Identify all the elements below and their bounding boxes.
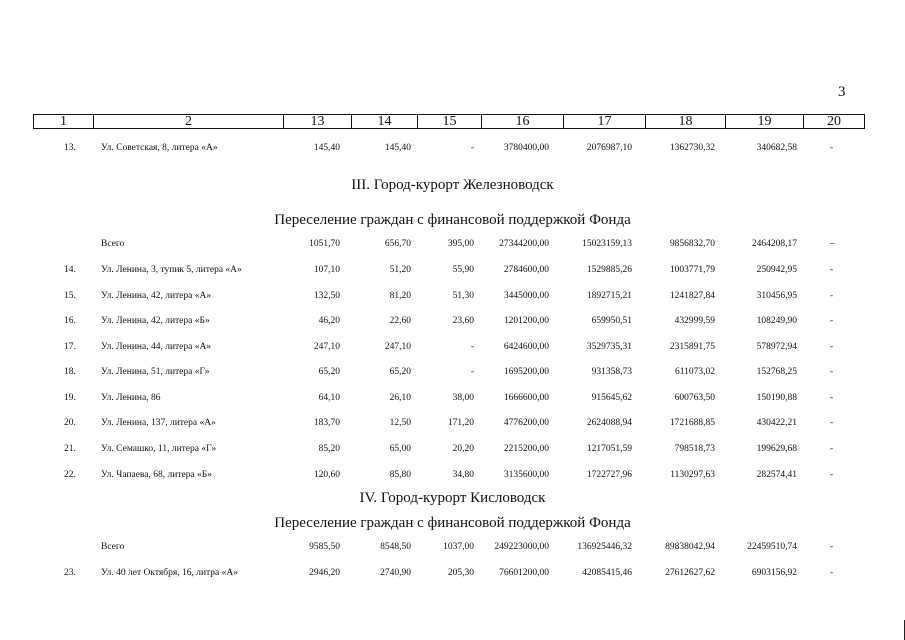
- table-row: [0, 316, 905, 330]
- cell-col-18: 2315891,75: [669, 342, 715, 352]
- cell-col-15: 34,80: [452, 470, 474, 480]
- cell-col-14: 22,60: [389, 316, 411, 326]
- cell-col-15: 1037,00: [443, 542, 474, 552]
- cell-col-17: 136925446,32: [577, 542, 632, 552]
- cell-col-16: 2215200,00: [503, 444, 549, 454]
- cell-col-18: 1130297,63: [670, 470, 715, 480]
- row-number: 21.: [64, 444, 76, 454]
- row-address: Всего: [101, 542, 125, 552]
- cell-col-18: 89838042,94: [665, 542, 715, 552]
- cell-col-14: 26,10: [389, 393, 411, 403]
- cell-col-17: 1722727,96: [586, 470, 632, 480]
- cell-col-19: 152768,25: [756, 367, 797, 377]
- cell-col-15: 205,30: [447, 568, 474, 578]
- cell-col-19: 430422,21: [756, 418, 797, 428]
- row-address: Всего: [101, 239, 125, 249]
- row-number: 16.: [64, 316, 76, 326]
- page-number: 3: [838, 84, 846, 100]
- cell-col-13: 145,40: [313, 143, 340, 153]
- cell-col-19: 108249,90: [756, 316, 797, 326]
- cell-col-19: 282574,41: [756, 470, 797, 480]
- row-number: 13.: [64, 143, 76, 153]
- cell-col-20: -: [830, 342, 834, 352]
- cell-col-17: 915645,62: [591, 393, 632, 403]
- cell-col-16: 3445000,00: [503, 291, 549, 301]
- cell-col-13: 46,20: [318, 316, 340, 326]
- cell-col-20: -: [830, 568, 834, 578]
- cell-col-14: 145,40: [384, 143, 411, 153]
- cell-col-16: 249223000,00: [494, 542, 549, 552]
- cell-col-14: 65,20: [389, 367, 411, 377]
- header-col-17: 17: [564, 115, 646, 128]
- section-heading-program: Переселение граждан с финансовой поддержкой Фонда: [274, 212, 631, 228]
- table-header: [33, 114, 865, 129]
- header-col-2: 2: [94, 115, 284, 128]
- table-row: [0, 418, 905, 432]
- header-col-1: 1: [34, 115, 94, 128]
- row-address: Ул. Советская, 8, литера «А»: [101, 143, 218, 153]
- row-address: Ул. Семашко, 11, литера «Г»: [101, 444, 217, 454]
- cell-col-16: 3780400,00: [503, 143, 549, 153]
- cell-col-13: 183,70: [313, 418, 340, 428]
- cell-col-15: -: [470, 143, 474, 153]
- cell-col-16: 4776200,00: [503, 418, 549, 428]
- cell-col-20: -: [830, 470, 834, 480]
- cell-col-14: 656,70: [384, 239, 411, 249]
- cell-col-18: 600763,50: [674, 393, 715, 403]
- cell-col-17: 2076987,10: [586, 143, 632, 153]
- cell-col-19: 310456,95: [756, 291, 797, 301]
- cell-col-20: -: [830, 291, 834, 301]
- total-row: [0, 542, 905, 556]
- cell-col-19: 340682,58: [756, 143, 797, 153]
- cell-col-16: 2784600,00: [503, 265, 549, 275]
- cell-col-19: 150190,88: [756, 393, 797, 403]
- cell-col-13: 107,10: [313, 265, 340, 275]
- cell-col-18: 1362730,32: [669, 143, 715, 153]
- cell-col-18: 432999,59: [674, 316, 715, 326]
- cell-col-17: 1529885,26: [586, 265, 632, 275]
- cell-col-13: 120,60: [313, 470, 340, 480]
- cell-col-16: 1666600,00: [503, 393, 549, 403]
- cell-col-16: 27344200,00: [499, 239, 549, 249]
- cell-col-20: -: [830, 418, 834, 428]
- cell-col-17: 2624088,94: [586, 418, 632, 428]
- cell-col-17: 3529735,31: [586, 342, 632, 352]
- cell-col-14: 2740,90: [380, 568, 411, 578]
- cell-col-18: 9856832,70: [669, 239, 715, 249]
- header-col-15: 15: [418, 115, 482, 128]
- cell-col-17: 42085415,46: [582, 568, 632, 578]
- cell-col-15: 23,60: [452, 316, 474, 326]
- cell-col-18: 1721688,85: [669, 418, 715, 428]
- cell-col-20: -: [830, 316, 834, 326]
- header-col-16: 16: [482, 115, 564, 128]
- cell-col-14: 81,20: [389, 291, 411, 301]
- cell-col-13: 1051,70: [309, 239, 340, 249]
- table-row: [0, 265, 905, 279]
- cell-col-14: 85,80: [389, 470, 411, 480]
- cell-col-15: -: [470, 367, 474, 377]
- cell-col-19: 2464208,17: [751, 239, 797, 249]
- table-row: [0, 444, 905, 458]
- cell-col-13: 9585,50: [309, 542, 340, 552]
- row-address: Ул. Ленина, 51, литера «Г»: [101, 367, 210, 377]
- cell-col-13: 85,20: [318, 444, 340, 454]
- total-row: [0, 239, 905, 253]
- cell-col-18: 1241827,84: [669, 291, 715, 301]
- row-number: 20.: [64, 418, 76, 428]
- cell-col-13: 2946,20: [309, 568, 340, 578]
- cell-col-14: 65,00: [389, 444, 411, 454]
- cell-col-17: 1892715,21: [586, 291, 632, 301]
- cell-col-14: 8548,50: [380, 542, 411, 552]
- section-heading-city: III. Город-курорт Железноводск: [351, 177, 554, 193]
- cell-col-17: 931358,73: [591, 367, 632, 377]
- cell-col-19: 6903156,92: [751, 568, 797, 578]
- cell-col-15: 38,00: [452, 393, 474, 403]
- row-address: Ул. 40 лет Октября, 16, литра «А»: [101, 568, 238, 578]
- cell-col-13: 64,10: [318, 393, 340, 403]
- cell-col-14: 247,10: [384, 342, 411, 352]
- row-number: 17.: [64, 342, 76, 352]
- cell-col-18: 27612627,62: [665, 568, 715, 578]
- cell-col-17: 659950,51: [591, 316, 632, 326]
- row-number: 23.: [64, 568, 76, 578]
- row-address: Ул. Чапаева, 68, литера «Б»: [101, 470, 212, 480]
- cell-col-15: 20,20: [452, 444, 474, 454]
- table-row: [0, 393, 905, 407]
- cell-col-19: 199629,68: [756, 444, 797, 454]
- row-address: Ул. Ленина, 42, литера «А»: [101, 291, 212, 301]
- table-row: [0, 143, 905, 157]
- table-row: [0, 342, 905, 356]
- cell-col-17: 15023159,13: [582, 239, 632, 249]
- cell-col-20: -: [830, 143, 834, 153]
- cell-col-14: 12,50: [389, 418, 411, 428]
- cell-col-16: 76601200,00: [499, 568, 549, 578]
- table-row: [0, 470, 905, 484]
- cell-col-19: 578972,94: [756, 342, 797, 352]
- cell-col-18: 1003771,79: [669, 265, 715, 275]
- cell-col-15: 51,30: [452, 291, 474, 301]
- cell-col-15: -: [470, 342, 474, 352]
- section-heading-program: Переселение граждан с финансовой поддержкой Фонда: [274, 515, 631, 531]
- cell-col-16: 1201200,00: [503, 316, 549, 326]
- table-row: [0, 291, 905, 305]
- header-col-20: 20: [827, 114, 841, 129]
- row-address: Ул. Ленина, 137, литера «А»: [101, 418, 216, 428]
- cell-col-16: 6424600,00: [503, 342, 549, 352]
- row-number: 18.: [64, 367, 76, 377]
- header-col-14: 14: [352, 115, 418, 128]
- row-number: 14.: [64, 265, 76, 275]
- cell-col-13: 132,50: [313, 291, 340, 301]
- cell-col-15: 171,20: [447, 418, 474, 428]
- cell-col-15: 395,00: [447, 239, 474, 249]
- cell-col-16: 1695200,00: [503, 367, 549, 377]
- cell-col-20: -: [830, 393, 834, 403]
- cell-col-20: -: [830, 542, 834, 552]
- cell-col-18: 611073,02: [674, 367, 715, 377]
- cell-col-18: 798518,73: [674, 444, 715, 454]
- cell-col-20: -: [830, 367, 834, 377]
- row-number: 19.: [64, 393, 76, 403]
- cell-col-19: 22459510,74: [747, 542, 797, 552]
- cell-col-17: 1217051,59: [586, 444, 632, 454]
- cell-col-15: 55,90: [452, 265, 474, 275]
- cell-col-20: -: [830, 444, 834, 454]
- row-number: 15.: [64, 291, 76, 301]
- cell-col-19: 250942,95: [756, 265, 797, 275]
- cell-col-16: 3135600,00: [503, 470, 549, 480]
- table-row: [0, 568, 905, 582]
- row-address: Ул. Ленина, 42, литера «Б»: [101, 316, 210, 326]
- cell-col-20: –: [830, 239, 835, 249]
- cell-col-14: 51,20: [389, 265, 411, 275]
- row-address: Ул. Ленина, 44, литера «А»: [101, 342, 212, 352]
- row-address: Ул. Ленина, 86: [101, 393, 161, 403]
- cell-col-13: 65,20: [318, 367, 340, 377]
- cell-col-13: 247,10: [313, 342, 340, 352]
- header-col-18: 18: [646, 115, 726, 128]
- row-address: Ул. Ленина, 3, тупик 5, литера «А»: [101, 265, 242, 275]
- section-heading-city: IV. Город-курорт Кисловодск: [359, 490, 546, 506]
- header-col-19: 19: [726, 115, 804, 128]
- cell-col-20: -: [830, 265, 834, 275]
- row-number: 22.: [64, 470, 76, 480]
- header-col-13: 13: [284, 115, 352, 128]
- table-row: [0, 367, 905, 381]
